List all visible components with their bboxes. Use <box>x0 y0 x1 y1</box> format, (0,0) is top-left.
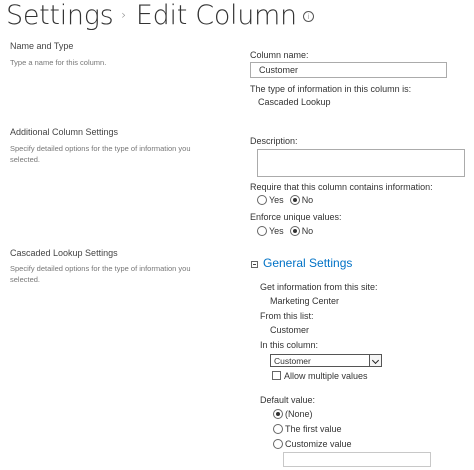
default-option-first <box>273 424 342 434</box>
unique-no-label: No <box>301 226 314 236</box>
in-column-selected-value: Customer <box>274 356 311 366</box>
require-no-label: No <box>301 195 314 205</box>
default-none-label: (None) <box>285 409 313 419</box>
get-info-site-label: Get information from this site: <box>260 282 378 292</box>
default-customize-radio[interactable] <box>273 439 283 449</box>
breadcrumb-settings-link[interactable]: Settings <box>6 0 114 31</box>
allow-multiple-checkbox[interactable] <box>272 371 281 380</box>
page-title <box>6 0 314 31</box>
info-icon[interactable]: i <box>303 11 314 22</box>
from-list-label: From this list: <box>260 311 314 321</box>
get-info-site-value: Marketing Center <box>270 296 340 306</box>
from-list-value: Customer <box>270 325 310 335</box>
default-none-radio[interactable] <box>273 409 283 419</box>
section-description-additional-settings: Specify detailed options for the type of information you selected. <box>10 144 191 164</box>
unique-radio-group <box>257 226 313 236</box>
default-option-none <box>273 409 313 419</box>
column-name-input[interactable] <box>250 62 447 78</box>
unique-yes-label: Yes <box>269 226 284 236</box>
allow-multiple-label: Allow multiple values <box>284 371 368 381</box>
default-option-customize <box>273 439 352 449</box>
minus-box-icon[interactable] <box>251 261 258 268</box>
in-column-label: In this column: <box>260 340 319 350</box>
custom-default-value-input[interactable] <box>283 452 431 467</box>
require-yes-label: Yes <box>269 195 284 205</box>
column-type-value: Cascaded Lookup <box>258 97 331 107</box>
require-radio-group <box>257 195 313 205</box>
general-settings-title[interactable]: General Settings <box>263 256 353 270</box>
default-first-label: The first value <box>285 424 342 434</box>
section-heading-name-and-type: Name and Type <box>10 41 74 51</box>
section-description-name-and-type: Type a name for this column. <box>10 58 107 67</box>
unique-yes-radio[interactable] <box>257 226 267 236</box>
require-yes-radio[interactable] <box>257 195 267 205</box>
column-name-value: Customer <box>259 65 299 75</box>
unique-no-radio[interactable] <box>290 226 300 236</box>
default-first-radio[interactable] <box>273 424 283 434</box>
column-type-label: The type of information in this column is: <box>250 84 412 94</box>
chevron-down-icon[interactable] <box>369 355 381 366</box>
column-name-label: Column name: <box>250 50 309 60</box>
section-description-cascaded-lookup: Specify detailed options for the type of information you selected. <box>10 264 191 284</box>
description-textarea[interactable] <box>257 149 465 177</box>
unique-label: Enforce unique values: <box>250 212 342 222</box>
page-title-text: Edit Column <box>135 0 297 31</box>
require-no-radio[interactable] <box>290 195 300 205</box>
require-label: Require that this column contains information: <box>250 182 433 192</box>
section-heading-cascaded-lookup: Cascaded Lookup Settings <box>10 248 118 258</box>
breadcrumb-separator: › <box>121 8 126 22</box>
description-label: Description: <box>250 136 298 146</box>
in-column-select[interactable] <box>270 354 382 367</box>
default-value-label: Default value: <box>260 395 316 405</box>
default-customize-label: Customize value <box>285 439 352 449</box>
section-heading-additional-settings: Additional Column Settings <box>10 127 119 137</box>
